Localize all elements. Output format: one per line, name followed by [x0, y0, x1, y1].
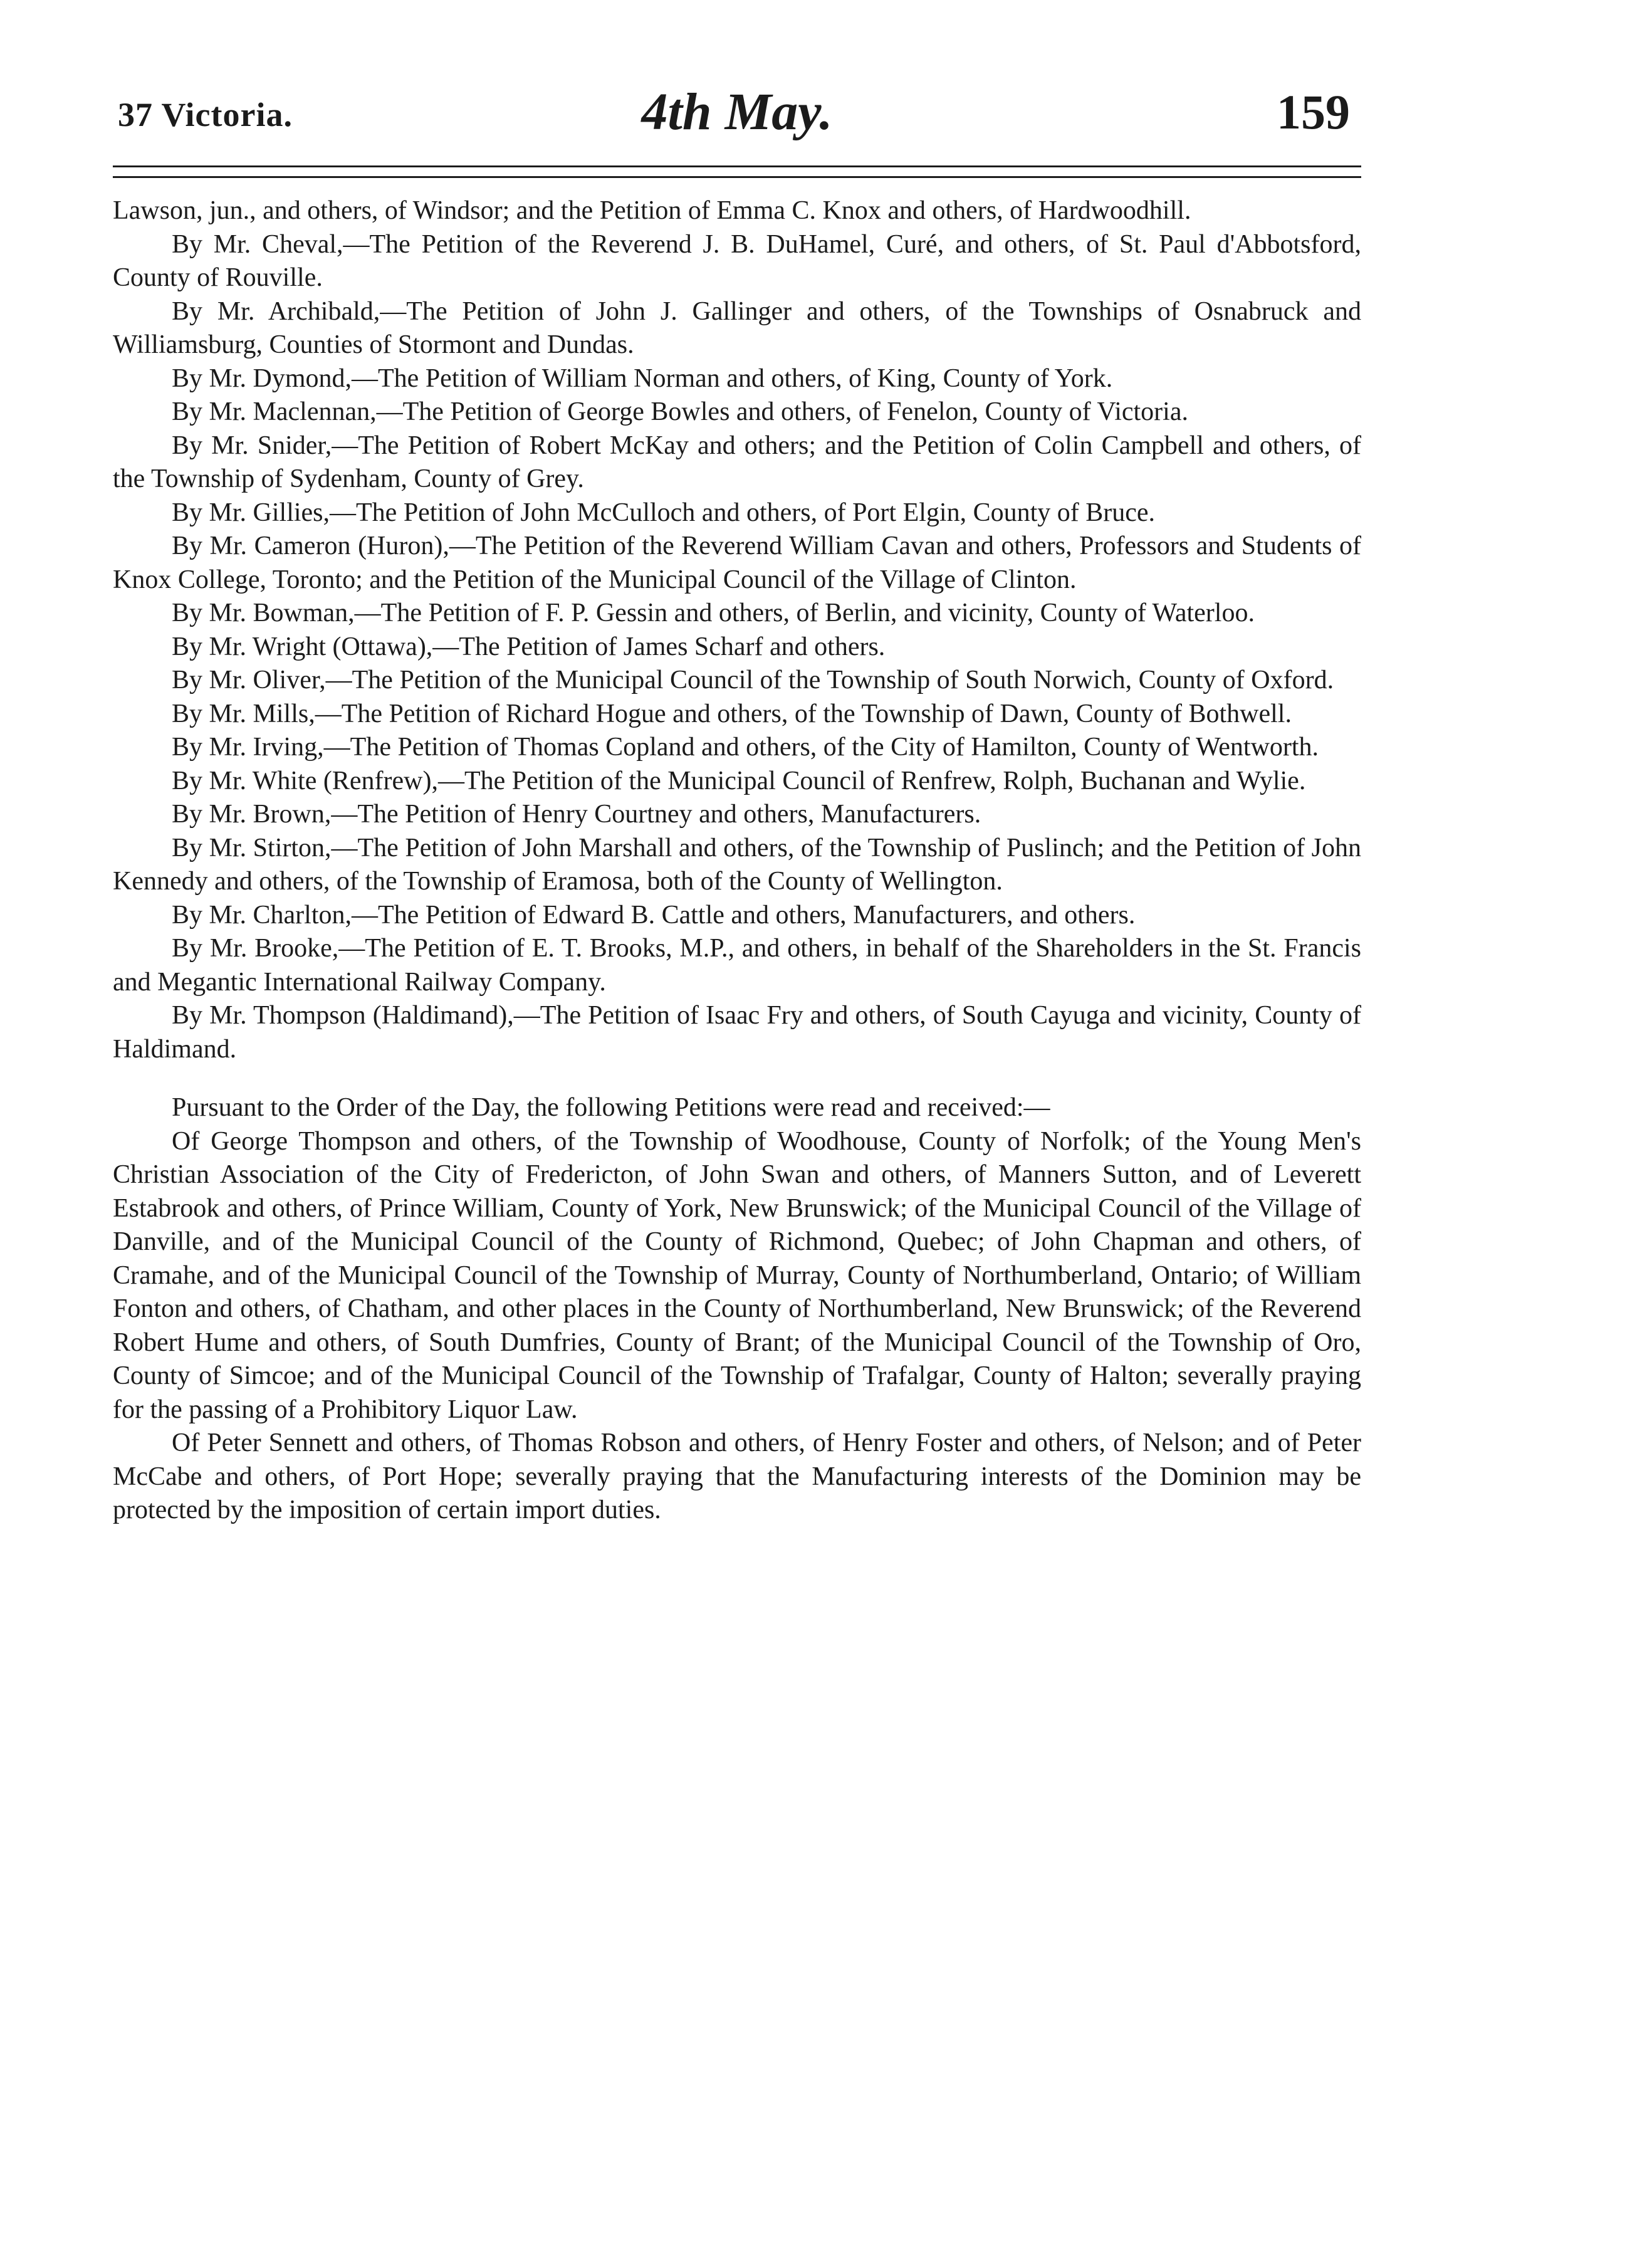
- journal-body: [113, 194, 1361, 1528]
- page-header: [113, 81, 1361, 157]
- paragraph: By Mr. Oliver,—The Petition of the Municipal Council of the Township of South Norwich, County of Oxford.: [172, 666, 1334, 694]
- paragraph: By Mr. Charlton,—The Petition of Edward B. Cattle and others, Manufacturers, and others.: [172, 900, 1136, 930]
- session-label: 37 Victoria.: [118, 96, 293, 134]
- document-page: [113, 81, 1361, 1528]
- paragraph: By Mr. Cheval,—The Petition of the Reverend J. B. DuHamel, Curé, and others, of St. Paul d'Abbotsford, County of Rouville.: [113, 229, 1361, 292]
- paragraph: By Mr. Brown,—The Petition of Henry Courtney and others, Manufacturers.: [172, 800, 981, 829]
- paragraph: By Mr. Archibald,—The Petition of John J. Gallinger and others, of the Townships of Osnabruck and Williamsburg, Counties of Stormont and Dundas.: [113, 296, 1361, 359]
- paragraph: By Mr. Thompson (Haldimand),—The Petition of Isaac Fry and others, of South Cayuga and vicinity, County of Haldimand.: [113, 1001, 1361, 1064]
- date-heading: 4th May.: [641, 83, 833, 141]
- paragraph: By Mr. Irving,—The Petition of Thomas Copland and others, of the City of Hamilton, County of Wentworth.: [172, 733, 1319, 762]
- paragraph: Lawson, jun., and others, of Windsor; and the Petition of Emma C. Knox and others, of Hardwoodhill.: [113, 196, 1191, 225]
- paragraph: By Mr. Bowman,—The Petition of F. P. Gessin and others, of Berlin, and vicinity, County of Waterloo.: [172, 599, 1255, 627]
- paragraph: By Mr. Snider,—The Petition of Robert McKay and others; and the Petition of Colin Campbell and others, of the Township of Sydenham, County of Grey.: [113, 431, 1361, 493]
- paragraph: By Mr. Dymond,—The Petition of William Norman and others, of King, County of York.: [172, 364, 1113, 393]
- paragraph: By Mr. Cameron (Huron),—The Petition of the Reverend William Cavan and others, Professors and Students of Knox College, Toronto; and the Petition of the Municipal Council of the Village of Clinton.: [113, 532, 1361, 594]
- header-rule: [113, 165, 1361, 178]
- paragraph: By Mr. Stirton,—The Petition of John Marshall and others, of the Township of Puslinch; and the Petition of John Kennedy and others, of the Township of Eramosa, both of the County of Wellington.: [113, 833, 1361, 896]
- paragraph: By Mr. Wright (Ottawa),—The Petition of James Scharf and others.: [172, 632, 886, 661]
- paragraph: Pursuant to the Order of the Day, the following Petitions were read and received:—: [172, 1093, 1050, 1122]
- paragraph: Of George Thompson and others, of the Township of Woodhouse, County of Norfolk; of the Young Men's Christian Association of the City of Fredericton, of John Swan and others, of Manners Sutton, and of Leverett Estabrook and others, of Prince William, County of York, New Brunswick; of the Municipal Council of the Village of Danville, and of the Municipal Council of the County of Richmond, Quebec; of John Chapman and others, of Cramahe, and of the Municipal Council of the Township of Murray, County of Northumberland, Ontario; of William Fonton and others, of Chatham, and other places in the County of Northumberland, New Brunswick; of the Reverend Robert Hume and others, of South Dumfries, County of Brant; of the Municipal Council of the Township of Oro, County of Simcoe; and of the Municipal Council of the Township of Trafalgar, County of Halton; severally praying for the passing of a Prohibitory Liquor Law.: [113, 1126, 1361, 1424]
- paragraph: By Mr. Brooke,—The Petition of E. T. Brooks, M.P., and others, in behalf of the Shareholders in the St. Francis and Megantic International Railway Company.: [113, 934, 1361, 997]
- paragraph: By Mr. White (Renfrew),—The Petition of the Municipal Council of Renfrew, Rolph, Buchanan and Wylie.: [172, 766, 1306, 795]
- paragraph: By Mr. Gillies,—The Petition of John McCulloch and others, of Port Elgin, County of Bruce.: [172, 498, 1156, 527]
- page-number: 159: [1277, 85, 1350, 139]
- paragraph: By Mr. Mills,—The Petition of Richard Hogue and others, of the Township of Dawn, County of Bothwell.: [172, 699, 1292, 728]
- paragraph: Of Peter Sennett and others, of Thomas Robson and others, of Henry Foster and others, of Nelson; and of Peter McCabe and others, of Port Hope; severally praying that the Manufacturing interests of the Dominion may be protected by the imposition of certain import duties.: [113, 1428, 1361, 1524]
- paragraph: By Mr. Maclennan,—The Petition of George Bowles and others, of Fenelon, County of Victoria.: [172, 397, 1188, 426]
